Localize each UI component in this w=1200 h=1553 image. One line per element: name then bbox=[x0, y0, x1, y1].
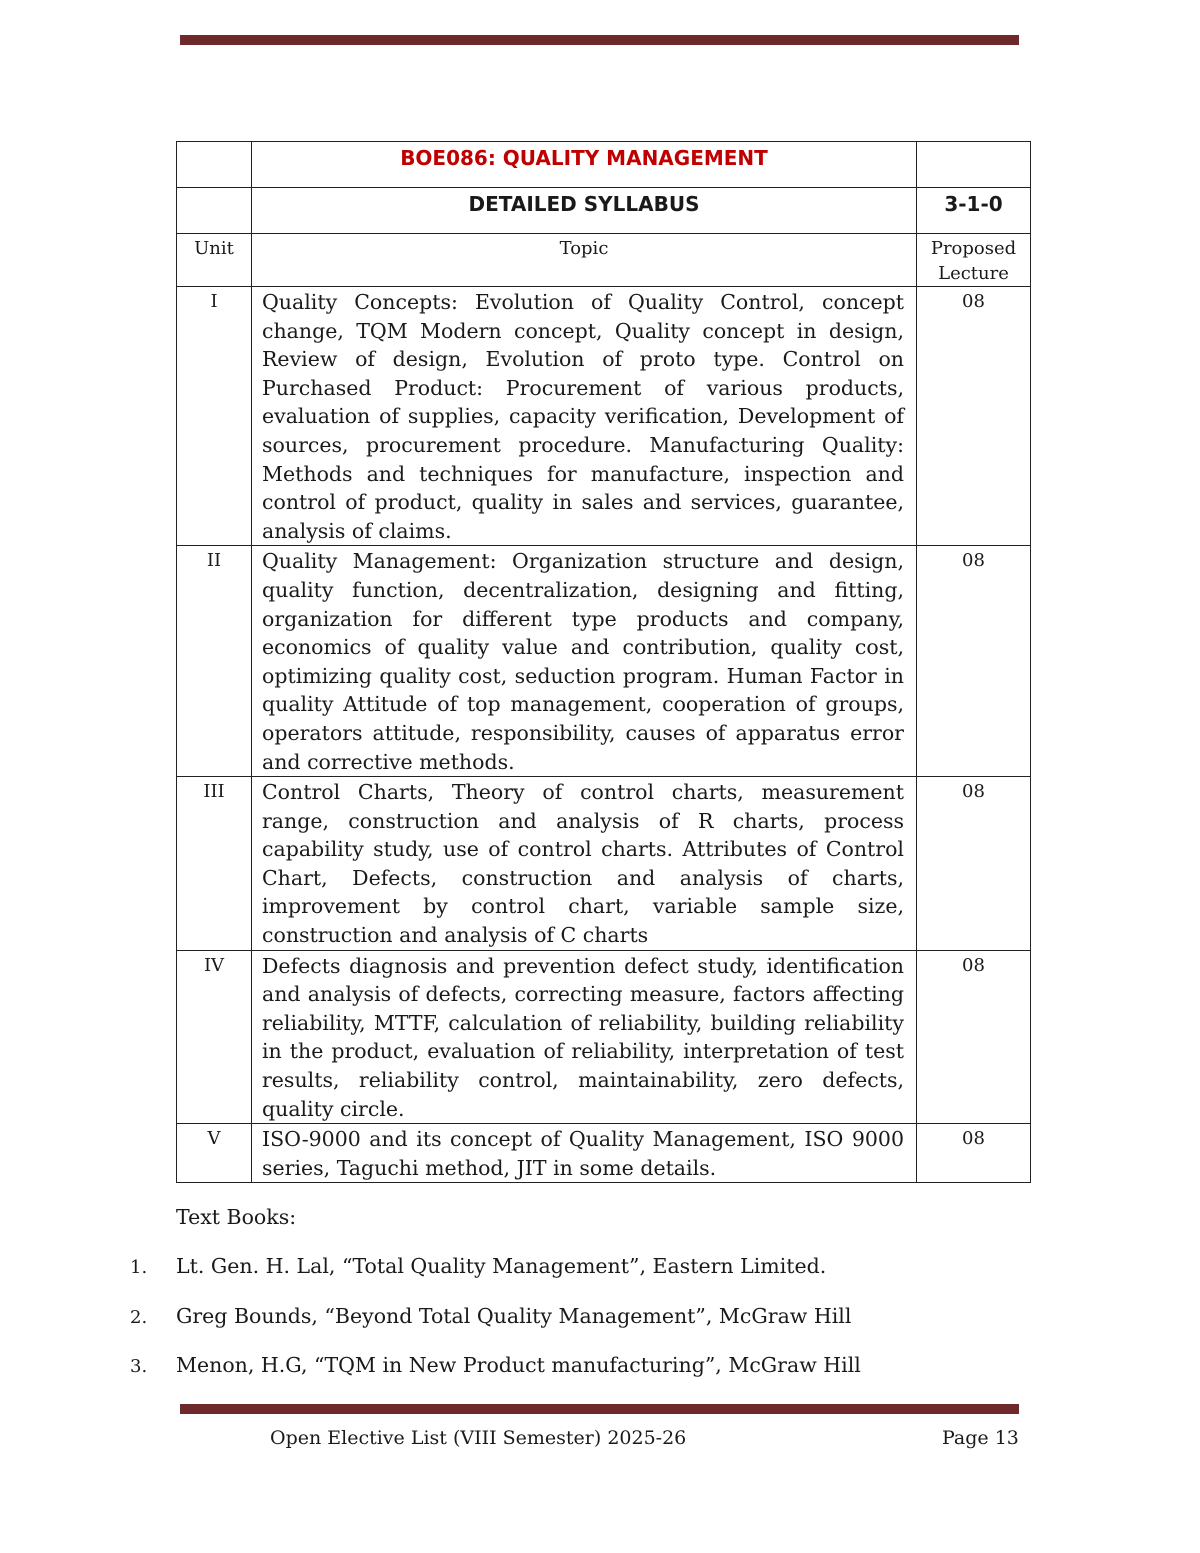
title-row bbox=[177, 142, 1031, 188]
blank-cell bbox=[917, 142, 1031, 188]
table-row bbox=[177, 546, 1031, 777]
list-item bbox=[130, 1254, 826, 1278]
list-item bbox=[130, 1353, 861, 1377]
book-text: Greg Bounds, “Beyond Total Quality Management”, McGraw Hill bbox=[176, 1304, 852, 1328]
lecture-count: 08 bbox=[917, 777, 1031, 951]
lecture-count: 08 bbox=[917, 1124, 1031, 1183]
unit-header: Unit bbox=[177, 234, 252, 287]
list-item bbox=[130, 1304, 851, 1328]
blank-cell bbox=[177, 188, 252, 234]
book-text: Lt. Gen. H. Lal, “Total Quality Management”, Eastern Limited. bbox=[176, 1254, 827, 1278]
lecture-header: Proposed Lecture bbox=[917, 234, 1031, 287]
textbooks-label: Text Books: bbox=[176, 1205, 297, 1229]
table-row bbox=[177, 287, 1031, 546]
ltp-cell bbox=[917, 188, 1031, 234]
topic-text: Quality Management: Organization structure and design, quality function, decentralization, designing and fitting, organization for different type products and company, economics of quality value and contribution, quality cost, optimizing quality cost, seduction program. Human Factor in quality Attitude of top management, cooperation of groups, operators attitude, responsibility, causes of apparatus error and corrective methods. bbox=[252, 546, 917, 777]
column-header-row bbox=[177, 234, 1031, 287]
list-number: 3. bbox=[130, 1356, 148, 1377]
blank-cell bbox=[177, 142, 252, 188]
subtitle-cell bbox=[252, 188, 917, 234]
topic-text: ISO-9000 and its concept of Quality Management, ISO 9000 series, Taguchi method, JIT in some details. bbox=[252, 1124, 917, 1183]
topic-text: Control Charts, Theory of control charts, measurement range, construction and analysis of R charts, process capability study, use of control charts. Attributes of Control Chart, Defects, construction and analysis of charts, improvement by control chart, variable sample size, construction and analysis of C charts bbox=[252, 777, 917, 951]
course-title: BOE086: QUALITY MANAGEMENT bbox=[400, 146, 768, 170]
unit-number: I bbox=[177, 287, 252, 546]
table-row bbox=[177, 1124, 1031, 1183]
list-number: 1. bbox=[130, 1257, 148, 1278]
header-rule bbox=[180, 35, 1019, 45]
topic-text: Quality Concepts: Evolution of Quality Control, concept change, TQM Modern concept, Quality concept in design, Review of design, Evolution of proto type. Control on Purchased Product: Procurement of various products, evaluation of supplies, capacity verification, Development of sources, procurement procedure. Manufacturing Quality: Methods and techniques for manufacture, inspection and control of product, quality in sales and services, guarantee, analysis of claims. bbox=[252, 287, 917, 546]
footer-title: Open Elective List (VIII Semester) 2025-26 bbox=[270, 1427, 687, 1449]
subtitle-row bbox=[177, 188, 1031, 234]
syllabus-table bbox=[176, 141, 1031, 1183]
footer-rule bbox=[180, 1404, 1019, 1414]
lecture-count: 08 bbox=[917, 287, 1031, 546]
course-title-cell bbox=[252, 142, 917, 188]
lecture-count: 08 bbox=[917, 950, 1031, 1124]
lecture-count: 08 bbox=[917, 546, 1031, 777]
syllabus-subtitle: DETAILED SYLLABUS bbox=[468, 192, 700, 216]
book-text: Menon, H.G, “TQM in New Product manufacturing”, McGraw Hill bbox=[176, 1353, 861, 1377]
unit-number: II bbox=[177, 546, 252, 777]
topic-header: Topic bbox=[252, 234, 917, 287]
unit-number: V bbox=[177, 1124, 252, 1183]
page-number: Page 13 bbox=[942, 1427, 1019, 1449]
table-row bbox=[177, 950, 1031, 1124]
ltp-value: 3-1-0 bbox=[944, 192, 1003, 216]
table-row bbox=[177, 777, 1031, 951]
unit-number: III bbox=[177, 777, 252, 951]
unit-number: IV bbox=[177, 950, 252, 1124]
topic-text: Defects diagnosis and prevention defect study, identification and analysis of defects, correcting measure, factors affecting reliability, MTTF, calculation of reliability, building reliability in the product, evaluation of reliability, interpretation of test results, reliability control, maintainability, zero defects, quality circle. bbox=[252, 950, 917, 1124]
list-number: 2. bbox=[130, 1307, 148, 1328]
